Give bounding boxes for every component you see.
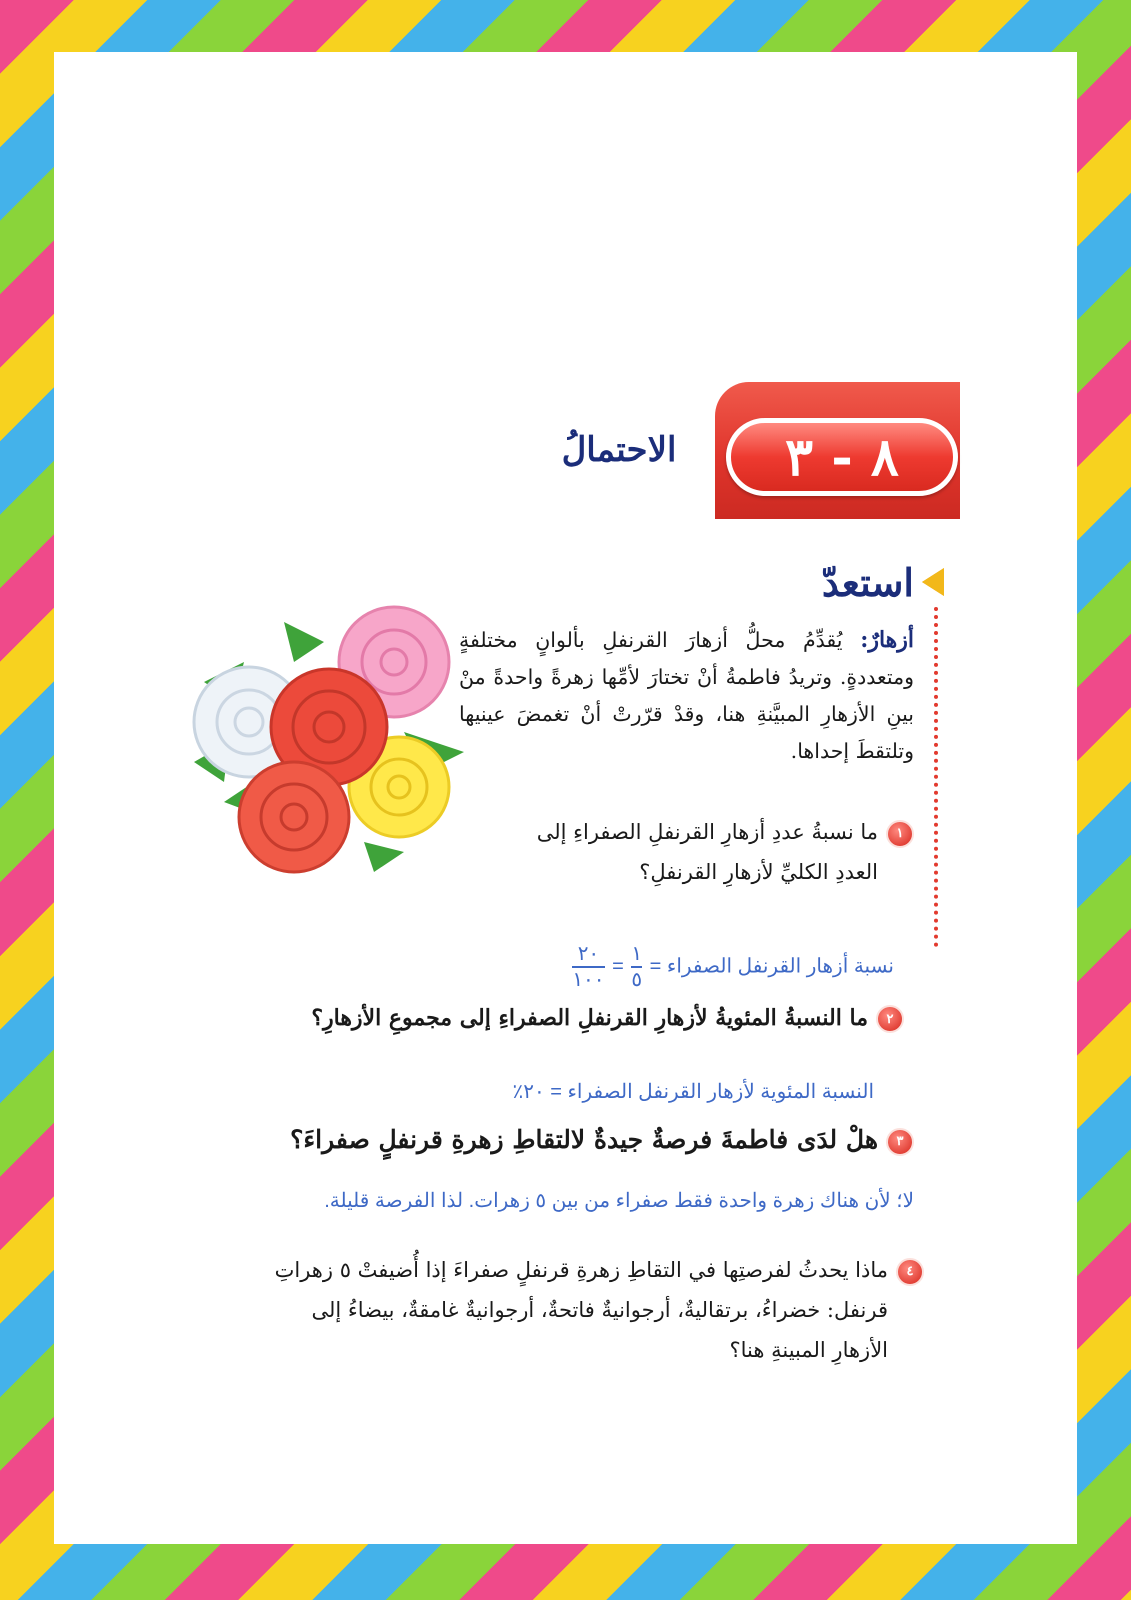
lesson-number: ٨ - ٣ [726,418,958,496]
question-1 [459,812,914,892]
question-1-line1: ما نسبةُ عددِ أزهارِ القرنفلِ الصفراءِ إلى [536,820,878,844]
fraction-numerator: ١ [631,943,643,965]
fraction-twenty-hundred [572,942,604,992]
question-4-line1: ماذا يحدثُ لفرصتِها في التقاطِ زهرةِ قرنفلٍ صفراءَ إذا أُضيفتْ ٥ زهراتِ [274,1258,888,1282]
question-2-text: ما النسبةُ المئويةُ لأزهارِ القرنفلِ الصفراءِ إلى مجموعِ الأزهارِ؟ [311,1005,868,1031]
question-1-line2: العددِ الكليِّ لأزهارِ القرنفلِ؟ [639,860,878,884]
fraction-one-fifth [631,942,642,992]
red-carnation-bottom [239,762,349,872]
question-4-line2: قرنفل: خضراءُ، برتقاليةٌ، أرجوانيةٌ فاتحةٌ، أرجوانيةٌ غامقةٌ، بيضاءُ إلى [311,1298,888,1322]
answer-3: لا؛ لأن هناك زهرة واحدة فقط صفراء من بين ٥ زهرات. لذا الفرصة قليلة. [324,1190,914,1212]
question-3-text: هلْ لدَى فاطمةَ فرصةٌ جيدةٌ لالتقاطِ زهرةِ قرنفلٍ صفراءَ؟ [290,1125,878,1154]
answer-1 [494,942,894,992]
intro-text: يُقدِّمُ محلُّ أزهارَ القرنفلِ بألوانٍ مختلفةٍ ومتعددةٍ. وتريدُ فاطمةُ أنْ تختارَ لأمِّها زهرةً واحدةً منْ بينِ الأزهارِ المبيَّنةِ هنا، وقدْ قرّرتْ أنْ تغمضَ عينيها وتلتقطَ إحداها. [459,628,914,763]
fraction-denominator: ٥ [631,969,643,991]
dotted-divider [934,607,938,947]
equals-sign: = [612,955,624,978]
arrow-icon [922,568,944,596]
intro-paragraph [459,622,914,770]
worksheet-page [54,52,1077,1544]
question-number-badge: ٣ [886,1128,914,1156]
section-label: استعدّ [821,559,914,605]
question-number-badge: ٢ [876,1005,904,1033]
lesson-title: الاحتمالُ [561,430,677,470]
question-number-badge: ١ [886,820,914,848]
question-4 [264,1250,924,1370]
question-3 [264,1125,914,1156]
carnation-bouquet-illustration [174,602,474,882]
section-header [754,557,944,607]
answer-2: النسبة المئوية لأزهار القرنفل الصفراء = ٢٠٪ [512,1081,874,1103]
fraction-numerator: ٢٠ [577,943,600,965]
question-4-line3: الأزهارِ المبينةِ هنا؟ [729,1338,888,1362]
answer-1-label: نسبة أزهار القرنفل الصفراء = [649,955,894,978]
question-2 [284,1005,904,1033]
fraction-denominator: ١٠٠ [572,969,605,991]
intro-keyword: أزهارٌ: [860,627,914,653]
question-number-badge: ٤ [896,1258,924,1286]
